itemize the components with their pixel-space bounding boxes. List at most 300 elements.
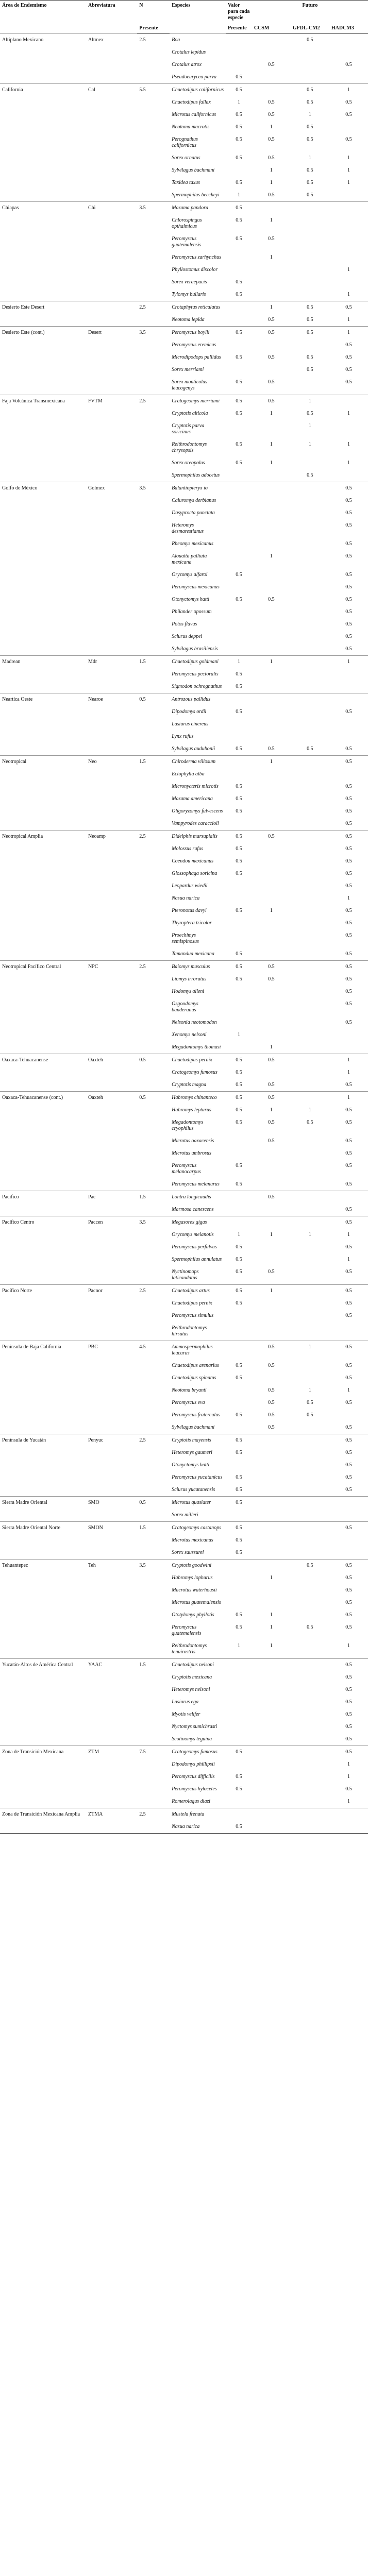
area-name-cell	[0, 164, 86, 177]
hadcm3-value-cell	[329, 1191, 368, 1204]
species-cell: Sciurus yucatanensis	[172, 1487, 215, 1493]
present-value-cell: 0.5	[236, 124, 242, 130]
area-n-cell	[137, 1783, 170, 1795]
ccsm-value-cell: 0.5	[252, 961, 291, 974]
hadcm3-value-cell: 0.5	[345, 498, 352, 503]
table-row	[0, 495, 368, 507]
species-cell: Peromyscus eremicus	[172, 342, 216, 348]
area-name-cell: Pacífico	[0, 1191, 86, 1204]
area-n-cell	[137, 1310, 170, 1322]
present-value-cell	[226, 892, 252, 905]
species-cell: Chaetodipus goldmani	[170, 656, 226, 669]
area-abbreviation-cell	[86, 289, 137, 301]
area-abbreviation-cell: Nearoe	[86, 693, 137, 706]
area-abbreviation-cell	[86, 1253, 137, 1266]
area-abbreviation-cell	[86, 917, 137, 929]
header-area: Área de Endemismo	[0, 1, 86, 34]
gfdl-value-cell	[291, 1054, 329, 1067]
gfdl-value-cell: 0.5	[291, 327, 329, 340]
hadcm3-value-cell: 1	[329, 327, 368, 340]
area-n-cell	[137, 1204, 170, 1216]
gfdl-value-cell	[291, 1771, 329, 1783]
area-n-cell: 2.5	[137, 961, 170, 974]
area-name-cell	[0, 46, 86, 59]
area-name-cell: Faja Volcánica Transmexicana	[0, 395, 86, 408]
present-value-cell	[226, 1310, 252, 1322]
area-n-cell	[137, 948, 170, 961]
present-value-cell: 0.5	[236, 180, 242, 185]
area-n-cell	[137, 438, 170, 457]
gfdl-value-cell	[291, 880, 329, 892]
present-value-cell: 0.5	[236, 137, 242, 142]
hadcm3-value-cell: 0.5	[345, 746, 352, 752]
area-name-cell	[0, 109, 86, 121]
ccsm-value-cell	[252, 793, 291, 805]
ccsm-value-cell: 0.5	[268, 746, 275, 752]
area-name-cell	[0, 1029, 86, 1041]
species-cell: Oryzomys alfaroi	[172, 572, 208, 578]
area-name-cell	[0, 1297, 86, 1310]
hadcm3-value-cell: 0.5	[345, 1674, 352, 1680]
area-abbreviation-cell	[86, 71, 137, 84]
gfdl-value-cell	[291, 264, 329, 276]
area-n-cell	[137, 1758, 170, 1771]
present-value-cell: 0.5	[226, 1285, 252, 1298]
area-name-cell	[0, 1584, 86, 1597]
present-value-cell: 0.5	[226, 1054, 252, 1067]
gfdl-value-cell	[291, 868, 329, 880]
table-row	[0, 1092, 368, 1105]
area-abbreviation-cell	[86, 1310, 137, 1322]
hadcm3-value-cell: 0.5	[345, 634, 352, 639]
area-n-cell: 3.5	[137, 482, 170, 495]
ccsm-value-cell: 0.5	[268, 1120, 275, 1125]
hadcm3-value-cell	[329, 121, 368, 133]
species-cell: Reithrodontomys hirsutus	[172, 1325, 207, 1337]
table-row	[0, 1285, 368, 1298]
hadcm3-value-cell	[329, 768, 368, 781]
present-value-cell	[226, 1708, 252, 1721]
area-name-cell	[0, 1160, 86, 1178]
area-n-cell	[137, 1572, 170, 1584]
area-n-cell	[137, 59, 170, 71]
area-n-cell: 1.5	[137, 656, 170, 669]
present-value-cell: 1	[237, 192, 240, 198]
area-name-cell	[0, 643, 86, 656]
hadcm3-value-cell: 1	[347, 292, 350, 297]
area-name-cell	[0, 618, 86, 631]
hadcm3-value-cell: 0.5	[345, 1475, 352, 1480]
species-cell: Nelsonia neotomodon	[172, 1020, 217, 1025]
area-n-cell	[137, 892, 170, 905]
header-row	[0, 1, 368, 24]
present-value-cell: 0.5	[236, 1244, 242, 1250]
ccsm-value-cell	[252, 1534, 291, 1547]
present-value-cell	[226, 1659, 252, 1672]
gfdl-value-cell	[291, 581, 329, 594]
area-abbreviation-cell	[86, 781, 137, 793]
hadcm3-value-cell: 0.5	[329, 1216, 368, 1229]
hadcm3-value-cell: 1	[347, 1643, 350, 1649]
area-n-cell	[137, 905, 170, 917]
ccsm-value-cell: 0.5	[268, 976, 275, 982]
area-n-cell: 1.5	[137, 1522, 170, 1535]
area-n-cell: 7.5	[137, 1746, 170, 1759]
gfdl-value-cell	[291, 214, 329, 233]
present-value-cell: 0.5	[236, 908, 242, 913]
hadcm3-value-cell: 0.5	[329, 1659, 368, 1672]
gfdl-value-cell	[291, 1584, 329, 1597]
hadcm3-value-cell: 0.5	[345, 342, 352, 348]
gfdl-value-cell	[291, 1459, 329, 1471]
area-n-cell	[137, 408, 170, 420]
area-abbreviation-cell	[86, 457, 137, 469]
table-row	[0, 1783, 368, 1795]
area-name-cell	[0, 1253, 86, 1266]
species-cell: Neotoma bryanti	[172, 1387, 207, 1393]
hadcm3-value-cell: 1	[347, 155, 350, 161]
present-value-cell	[226, 482, 252, 495]
gfdl-value-cell	[291, 71, 329, 84]
ccsm-value-cell	[252, 581, 291, 594]
ccsm-value-cell	[252, 1758, 291, 1771]
ccsm-value-cell	[252, 1684, 291, 1696]
area-abbreviation-cell	[86, 1696, 137, 1708]
area-name-cell	[0, 420, 86, 438]
area-abbreviation-cell	[86, 469, 137, 482]
area-abbreviation-cell	[86, 998, 137, 1016]
table-row	[0, 1160, 368, 1178]
species-cell: Chaetodipus pernix	[170, 1054, 226, 1067]
species-cell: Sylvilagus audubonii	[172, 746, 215, 752]
area-abbreviation-cell	[86, 251, 137, 264]
table-row	[0, 1497, 368, 1510]
gfdl-value-cell	[291, 793, 329, 805]
area-name-cell	[0, 438, 86, 457]
hadcm3-value-cell: 0.5	[345, 858, 352, 864]
area-name-cell	[0, 214, 86, 233]
table-row	[0, 538, 368, 550]
area-name-cell: Madrean	[0, 656, 86, 669]
table-row	[0, 631, 368, 643]
present-value-cell: 0.5	[236, 1537, 242, 1543]
area-n-cell	[137, 351, 170, 364]
hadcm3-value-cell: 0.5	[345, 709, 352, 715]
area-name-cell	[0, 1079, 86, 1092]
area-n-cell	[137, 314, 170, 327]
species-cell: Sigmodon ochrognathus	[172, 684, 222, 689]
table-row	[0, 1178, 368, 1191]
hadcm3-value-cell: 0.5	[345, 1020, 352, 1025]
hadcm3-value-cell: 0.5	[345, 989, 352, 994]
present-value-cell: 0.5	[236, 1363, 242, 1368]
area-n-cell	[137, 1016, 170, 1029]
area-name-cell	[0, 1409, 86, 1421]
gfdl-value-cell: 0.5	[307, 1624, 313, 1630]
species-cell: Philander opossum	[172, 609, 212, 615]
present-value-cell	[226, 495, 252, 507]
present-value-cell	[226, 1016, 252, 1029]
area-abbreviation-cell	[86, 1104, 137, 1116]
table-row	[0, 550, 368, 569]
area-abbreviation-cell	[86, 152, 137, 164]
area-n-cell: 2.5	[137, 1434, 170, 1447]
area-name-cell	[0, 1322, 86, 1341]
gfdl-value-cell	[291, 1434, 329, 1447]
header-abbreviation: Abreviatura	[86, 1, 137, 34]
present-value-cell	[226, 538, 252, 550]
gfdl-value-cell	[291, 519, 329, 538]
gfdl-value-cell	[291, 718, 329, 731]
gfdl-value-cell	[291, 1659, 329, 1672]
table-row	[0, 1360, 368, 1372]
ccsm-value-cell	[252, 1733, 291, 1746]
area-name-cell	[0, 251, 86, 264]
area-name-cell	[0, 986, 86, 998]
species-cell: Spermophilus adocetus	[172, 472, 220, 478]
area-abbreviation-cell	[86, 164, 137, 177]
table-row	[0, 1795, 368, 1808]
present-value-cell	[226, 469, 252, 482]
area-name-cell: Oaxaca-Tehuacanense	[0, 1054, 86, 1067]
species-cell: Peromyscus boylii	[170, 327, 226, 340]
area-name-cell: Neotropical Pacífico Central	[0, 961, 86, 974]
present-value-cell	[226, 606, 252, 618]
area-abbreviation-cell: ZTMA	[86, 1808, 137, 1821]
present-value-cell	[226, 1204, 252, 1216]
table-row	[0, 805, 368, 818]
area-abbreviation-cell	[86, 1178, 137, 1191]
area-abbreviation-cell	[86, 1079, 137, 1092]
hadcm3-value-cell: 0.5	[345, 821, 352, 826]
area-n-cell: 2.5	[137, 301, 170, 314]
gfdl-value-cell	[291, 59, 329, 71]
area-n-cell	[137, 1253, 170, 1266]
area-abbreviation-cell	[86, 264, 137, 276]
present-value-cell	[226, 1135, 252, 1147]
area-name-cell	[0, 1547, 86, 1560]
area-abbreviation-cell	[86, 1029, 137, 1041]
table-row	[0, 438, 368, 457]
area-name-cell	[0, 731, 86, 743]
species-cell: Myotis velifer	[172, 1711, 200, 1717]
gfdl-value-cell	[291, 1285, 329, 1298]
gfdl-value-cell	[291, 706, 329, 718]
gfdl-value-cell: 0.5	[307, 192, 313, 198]
hadcm3-value-cell: 0.5	[345, 1450, 352, 1455]
area-abbreviation-cell	[86, 618, 137, 631]
present-value-cell	[226, 314, 252, 327]
species-cell: Boa	[170, 34, 226, 47]
species-cell: Chaetodipus californicus	[170, 84, 226, 97]
area-abbreviation-cell	[86, 364, 137, 376]
area-name-cell: Neartica Oeste	[0, 693, 86, 706]
present-value-cell: 0.5	[236, 1257, 242, 1262]
table-row	[0, 1447, 368, 1459]
area-abbreviation-cell	[86, 743, 137, 756]
gfdl-value-cell	[291, 1216, 329, 1229]
area-abbreviation-cell	[86, 843, 137, 855]
gfdl-value-cell	[291, 805, 329, 818]
present-value-cell: 0.5	[226, 395, 252, 408]
ccsm-value-cell	[252, 482, 291, 495]
area-n-cell	[137, 46, 170, 59]
species-cell: Sorex oreopolus	[172, 460, 205, 466]
hadcm3-value-cell: 0.5	[345, 1736, 352, 1742]
hadcm3-value-cell: 0.5	[345, 1269, 352, 1275]
gfdl-value-cell: 0.5	[307, 1400, 313, 1405]
gfdl-value-cell	[291, 1253, 329, 1266]
table-row	[0, 301, 368, 314]
area-name-cell	[0, 631, 86, 643]
table-row	[0, 905, 368, 917]
area-abbreviation-cell	[86, 1621, 137, 1640]
area-n-cell	[137, 420, 170, 438]
species-cell: Lasiurus ega	[172, 1699, 199, 1705]
area-n-cell	[137, 1160, 170, 1178]
table-row	[0, 656, 368, 669]
area-n-cell	[137, 1471, 170, 1484]
species-cell: Chlorospingus opthalmicus	[172, 217, 202, 229]
area-n-cell	[137, 1322, 170, 1341]
present-value-cell	[226, 1721, 252, 1733]
area-name-cell	[0, 1016, 86, 1029]
area-name-cell: Yucatán-Altos de América Central	[0, 1659, 86, 1672]
ccsm-value-cell	[252, 1310, 291, 1322]
ccsm-value-cell	[252, 202, 291, 215]
area-n-cell	[137, 1297, 170, 1310]
species-cell: Phyllostomus discolor	[172, 267, 218, 273]
area-n-cell	[137, 718, 170, 731]
hadcm3-value-cell	[329, 202, 368, 215]
gfdl-value-cell	[291, 1821, 329, 1834]
gfdl-value-cell	[291, 276, 329, 289]
area-name-cell: Pacífico Norte	[0, 1285, 86, 1298]
ccsm-value-cell: 0.5	[268, 597, 275, 602]
present-value-cell	[226, 46, 252, 59]
ccsm-value-cell: 1	[270, 908, 273, 913]
species-cell: Cratogeomys castanops	[170, 1522, 226, 1535]
ccsm-value-cell: 1	[270, 180, 273, 185]
ccsm-value-cell: 0.5	[268, 1400, 275, 1405]
area-n-cell	[137, 805, 170, 818]
area-name-cell	[0, 1229, 86, 1241]
present-value-cell: 0.5	[236, 796, 242, 802]
hadcm3-value-cell: 0.5	[345, 1699, 352, 1705]
present-value-cell: 0.5	[236, 279, 242, 285]
area-n-cell	[137, 1621, 170, 1640]
hadcm3-value-cell: 0.5	[345, 584, 352, 590]
ccsm-value-cell	[252, 781, 291, 793]
table-row	[0, 1135, 368, 1147]
area-n-cell	[137, 569, 170, 581]
area-abbreviation-cell: Penyuc	[86, 1434, 137, 1447]
ccsm-value-cell	[252, 1783, 291, 1795]
table-row	[0, 457, 368, 469]
ccsm-value-cell: 0.5	[268, 1412, 275, 1418]
area-name-cell	[0, 668, 86, 681]
area-n-cell	[137, 152, 170, 164]
gfdl-value-cell	[291, 1447, 329, 1459]
species-cell: Nasua narica	[172, 895, 200, 901]
present-value-cell: 0.5	[236, 1300, 242, 1306]
species-cell: Perognathus californicus	[172, 137, 198, 148]
gfdl-value-cell	[291, 1609, 329, 1621]
ccsm-value-cell	[252, 668, 291, 681]
area-name-cell	[0, 948, 86, 961]
gfdl-value-cell: 0.5	[307, 317, 313, 323]
area-name-cell	[0, 793, 86, 805]
area-n-cell	[137, 855, 170, 868]
gfdl-value-cell: 0.5	[307, 367, 313, 372]
area-abbreviation-cell	[86, 805, 137, 818]
area-name-cell	[0, 868, 86, 880]
table-row	[0, 618, 368, 631]
ccsm-value-cell: 0.5	[252, 1341, 291, 1360]
area-n-cell	[137, 1547, 170, 1560]
header-gfdl: GFDL-CM2	[291, 23, 329, 34]
area-abbreviation-cell: YAAC	[86, 1659, 137, 1672]
table-row	[0, 1054, 368, 1067]
hadcm3-value-cell: 0.5	[345, 1120, 352, 1125]
table-row	[0, 1266, 368, 1285]
present-value-cell: 0.5	[236, 1624, 242, 1630]
table-row	[0, 276, 368, 289]
ccsm-value-cell	[252, 805, 291, 818]
area-abbreviation-cell	[86, 1821, 137, 1834]
table-row	[0, 1547, 368, 1560]
gfdl-value-cell	[291, 693, 329, 706]
hadcm3-value-cell: 0.5	[345, 1687, 352, 1692]
area-abbreviation-cell	[86, 1066, 137, 1079]
area-abbreviation-cell	[86, 351, 137, 364]
species-cell: Sorex veraepacis	[172, 279, 207, 285]
ccsm-value-cell: 0.5	[268, 192, 275, 198]
area-abbreviation-cell: NPC	[86, 961, 137, 974]
area-n-cell	[137, 71, 170, 84]
species-cell: Megasorex gigas	[170, 1216, 226, 1229]
table-row	[0, 84, 368, 97]
area-n-cell	[137, 1609, 170, 1621]
area-n-cell: 5.5	[137, 84, 170, 97]
species-cell: Cratogeomys fumosus	[172, 1070, 218, 1075]
species-cell: Habromys lophurus	[172, 1575, 213, 1581]
species-cell: Glossophaga soricina	[172, 871, 218, 876]
present-value-cell: 0.5	[226, 327, 252, 340]
area-n-cell	[137, 1229, 170, 1241]
area-name-cell: Chiapas	[0, 202, 86, 215]
hadcm3-value-cell: 0.5	[345, 933, 352, 938]
area-name-cell: Sierra Madre Oriental Norte	[0, 1522, 86, 1535]
area-n-cell	[137, 376, 170, 395]
species-cell: Peromyscus pectoralis	[172, 671, 219, 677]
ccsm-value-cell: 1	[252, 301, 291, 314]
area-n-cell	[137, 1104, 170, 1116]
area-n-cell	[137, 1116, 170, 1135]
table-row	[0, 855, 368, 868]
gfdl-value-cell	[291, 1092, 329, 1105]
area-n-cell: 2.5	[137, 1808, 170, 1821]
species-cell: Peromyscus guatemalensis	[172, 1624, 202, 1636]
ccsm-value-cell	[252, 46, 291, 59]
hadcm3-value-cell: 0.5	[345, 920, 352, 926]
gfdl-value-cell: 1	[308, 1107, 311, 1113]
hadcm3-value-cell	[329, 233, 368, 251]
area-name-cell	[0, 1783, 86, 1795]
present-value-cell: 0.5	[236, 1450, 242, 1455]
present-value-cell: 0.5	[236, 1107, 242, 1113]
present-value-cell	[226, 251, 252, 264]
